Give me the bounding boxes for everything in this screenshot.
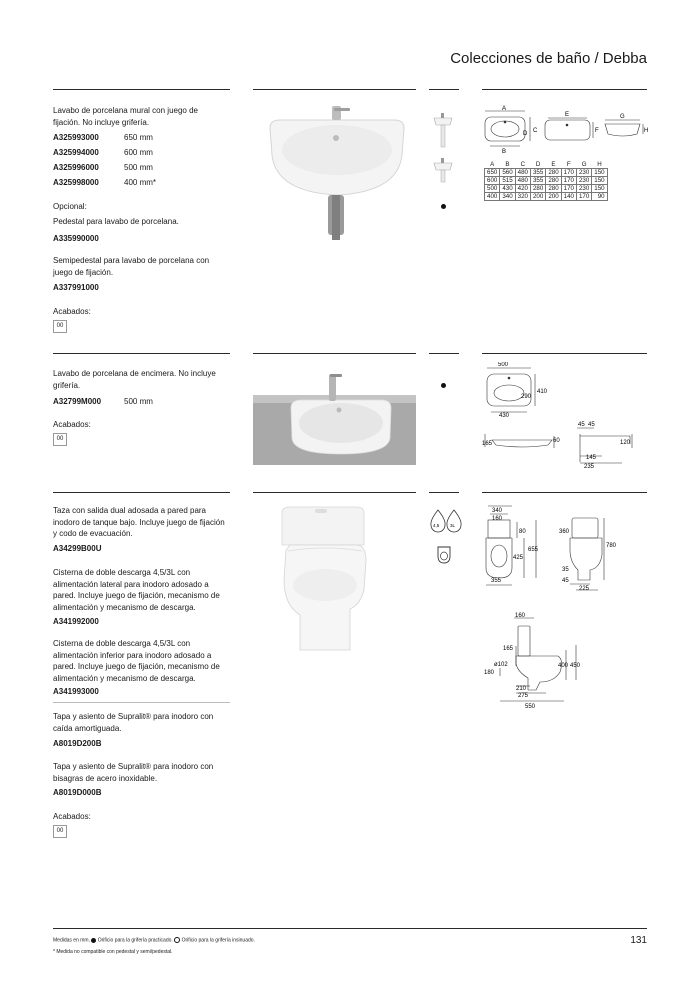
table-header-row <box>485 161 608 169</box>
dimension-table <box>484 161 608 201</box>
column-header: A <box>490 161 495 168</box>
seat-soft-close-description: Tapa y asiento de Supralit® para inodoro con caída amortiguada. <box>53 712 214 733</box>
table-cell: 480 <box>515 169 530 177</box>
column-header: E <box>551 161 556 168</box>
dim-label: 780 <box>606 543 617 549</box>
dim-label: D <box>523 131 528 137</box>
footer-marked: Orificio para la grifería insinuado. <box>181 937 255 944</box>
section-divider <box>429 89 459 90</box>
table-cell: 500 <box>485 185 500 193</box>
dim-label: 400 <box>558 663 569 669</box>
semipedestal-description: Semipedestal para lavabo de porcelana con juego de fijación. <box>53 256 210 277</box>
dim-label: 550 <box>525 704 536 710</box>
table-cell: 90 <box>592 193 607 201</box>
table-cell: 320 <box>515 193 530 201</box>
countertop-basin-description: Lavabo de porcelana de encimera. No incluye grifería. <box>53 369 216 390</box>
dim-label: 430 <box>499 413 510 419</box>
dim-label: C <box>533 128 538 134</box>
table-cell: 170 <box>561 185 576 193</box>
tap-hole-drilled-icon <box>441 383 446 388</box>
dim-label: 340 <box>492 508 503 514</box>
cistern-bottom-description: Cisterna de doble descarga 4,5/3L con alimentación inferior para inodoro adosado a pared. Incluye juego de fijación, mecanismo de alimentación y mecanismo de descarga. <box>53 639 220 683</box>
dim-label: 120 <box>620 440 631 446</box>
optional-label: Opcional: <box>53 202 87 211</box>
product-size: 600 mm <box>124 148 153 157</box>
table-cell: 200 <box>546 193 561 201</box>
table-row <box>485 185 608 193</box>
footer-asterisk-note: * Medida no compatible con pedestal y semi/pedestal. <box>53 949 173 955</box>
table-cell: 140 <box>561 193 576 201</box>
table-row <box>485 193 608 201</box>
dim-label: 80 <box>519 529 526 535</box>
seat-steel-hinge-description: Tapa y asiento de Supralit® para inodoro con bisagras de acero inoxidable. <box>53 762 214 783</box>
product-size: 500 mm <box>124 163 153 172</box>
finishes-label: Acabados: <box>53 420 91 429</box>
column-header: H <box>597 161 602 168</box>
pedestal-icon <box>432 110 454 150</box>
column-header: D <box>535 161 541 168</box>
dim-label: 275 <box>518 693 529 699</box>
section-divider <box>482 353 647 354</box>
section-divider <box>429 492 459 493</box>
dim-label: 360 <box>559 529 570 535</box>
section-divider <box>253 353 416 354</box>
table-cell: 430 <box>500 185 515 193</box>
cistern-lateral-code: A341992000 <box>53 617 99 626</box>
table-cell: 230 <box>576 185 591 193</box>
washbasin-description: Lavabo de porcelana mural con juego de fijación. No incluye grifería. <box>53 106 198 127</box>
cistern-bottom-code: A341993000 <box>53 687 99 696</box>
table-cell: 200 <box>530 193 545 201</box>
dim-label: 160 <box>515 613 526 619</box>
dim-label: 45 <box>562 578 569 584</box>
table-cell: 400 <box>485 193 500 201</box>
table-cell: 150 <box>592 169 607 177</box>
section-divider <box>482 89 647 90</box>
table-cell: 280 <box>546 169 561 177</box>
toilet-description: Taza con salida dual adosada a pared para inodoro de tanque bajo. Incluye juego de fijación y codo de evacuación. <box>53 506 225 538</box>
finish-swatch[interactable]: 00 <box>53 825 67 838</box>
table-cell: 170 <box>561 177 576 185</box>
dim-label: 235 <box>584 464 595 470</box>
dim-label: 45 <box>578 422 585 428</box>
washbasin-technical-drawing <box>480 102 650 157</box>
dim-label: ø102 <box>494 662 508 668</box>
dim-label: A <box>502 106 507 112</box>
dim-label: 225 <box>579 586 590 592</box>
toilet-photo <box>270 505 380 655</box>
dim-label: E <box>565 112 570 118</box>
dim-label: 355 <box>491 578 502 584</box>
dim-label: 450 <box>570 663 581 669</box>
dim-label: G <box>620 114 625 120</box>
dim-label: 180 <box>484 670 495 676</box>
table-cell: 150 <box>592 185 607 193</box>
table-cell: 170 <box>561 169 576 177</box>
hollow-dot-icon <box>174 937 180 943</box>
dim-label: H <box>644 128 649 134</box>
table-cell: 340 <box>500 193 515 201</box>
table-cell: 230 <box>576 177 591 185</box>
finishes-label: Acabados: <box>53 812 91 821</box>
page-title: Colecciones de baño / Debba <box>450 50 647 67</box>
product-size: 500 mm <box>124 397 153 406</box>
product-code: A325994000 <box>53 148 99 157</box>
product-size: 650 mm <box>124 133 153 142</box>
table-cell: 170 <box>576 193 591 201</box>
product-code: A325996000 <box>53 163 99 172</box>
dim-label: F <box>595 128 599 134</box>
toilet-technical-drawing <box>480 500 650 710</box>
semipedestal-icon <box>432 155 454 190</box>
table-cell: 230 <box>576 169 591 177</box>
dim-label: 45 <box>588 422 595 428</box>
table-cell: 515 <box>500 177 515 185</box>
finishes-label: Acabados: <box>53 307 91 316</box>
section-divider <box>253 89 416 90</box>
dim-label: 210 <box>516 686 527 692</box>
table-cell: 650 <box>485 169 500 177</box>
dim-label: 165 <box>482 441 493 447</box>
countertop-basin-technical-drawing <box>482 362 647 472</box>
table-row <box>485 177 608 185</box>
table-cell: 600 <box>485 177 500 185</box>
column-header: G <box>581 161 587 168</box>
footer-units: Medidas en mm. <box>53 937 90 944</box>
page-number: 131 <box>630 935 647 946</box>
footer-divider <box>53 928 647 929</box>
dim-label: 425 <box>513 555 524 561</box>
column-header: F <box>566 161 571 168</box>
section-divider <box>53 353 230 354</box>
table-cell: 150 <box>592 177 607 185</box>
table-cell: 355 <box>530 169 545 177</box>
seat-soft-close-code: A8019D200B <box>53 739 102 748</box>
cistern-lateral-description: Cisterna de doble descarga 4,5/3L con alimentación lateral para inodoro adosado a pared. Incluye juego de fijación, mecanismo de alimentación y mecanismo de descarga. <box>53 568 220 612</box>
item-divider <box>53 702 230 703</box>
semipedestal-code: A337991000 <box>53 283 99 292</box>
seat-steel-hinge-code: A8019D000B <box>53 788 102 797</box>
product-code: A325998000 <box>53 178 99 187</box>
dim-label: 160 <box>492 516 503 522</box>
dim-label: 35 <box>562 567 569 573</box>
section-divider <box>53 492 230 493</box>
dim-label: 655 <box>528 547 539 553</box>
dim-label: 500 <box>498 362 509 368</box>
dim-label: B <box>502 149 507 155</box>
dual-flush-icon <box>428 508 464 534</box>
countertop-basin-photo <box>253 368 416 465</box>
finish-swatch[interactable]: 00 <box>53 433 67 446</box>
washbasin-photo <box>262 100 412 245</box>
table-row <box>485 169 608 177</box>
dim-label: 60 <box>553 438 560 444</box>
dim-label: 410 <box>537 389 548 395</box>
pedestal-description: Pedestal para lavabo de porcelana. <box>53 217 179 226</box>
pedestal-code: A335990000 <box>53 234 99 243</box>
filled-dot-icon <box>91 938 96 943</box>
table-cell: 560 <box>500 169 515 177</box>
section-divider <box>482 492 647 493</box>
section-divider <box>429 353 459 354</box>
footer-drilled: Orificio para la grifería practicado. <box>97 937 173 944</box>
product-size: 400 mm* <box>124 178 157 187</box>
footer-note <box>53 937 255 943</box>
column-header: B <box>505 161 510 168</box>
product-code: A32799M000 <box>53 397 102 406</box>
wall-outlet-icon <box>434 544 454 566</box>
flush-volume-label: 3L <box>450 523 456 528</box>
finish-swatch[interactable]: 00 <box>53 320 67 333</box>
section-divider <box>53 89 230 90</box>
table-cell: 355 <box>530 177 545 185</box>
dim-label: 145 <box>586 455 597 461</box>
section-divider <box>253 492 416 493</box>
toilet-code: A34299B00U <box>53 544 102 553</box>
flush-volume-label: 4,5 <box>433 523 440 528</box>
product-code: A325993000 <box>53 133 99 142</box>
tap-hole-drilled-icon <box>441 204 446 209</box>
table-cell: 420 <box>515 185 530 193</box>
table-cell: 480 <box>515 177 530 185</box>
table-cell: 280 <box>530 185 545 193</box>
table-cell: 280 <box>546 185 561 193</box>
table-cell: 280 <box>546 177 561 185</box>
dim-label: 290 <box>521 394 532 400</box>
column-header: C <box>520 161 526 168</box>
dim-label: 165 <box>503 646 514 652</box>
